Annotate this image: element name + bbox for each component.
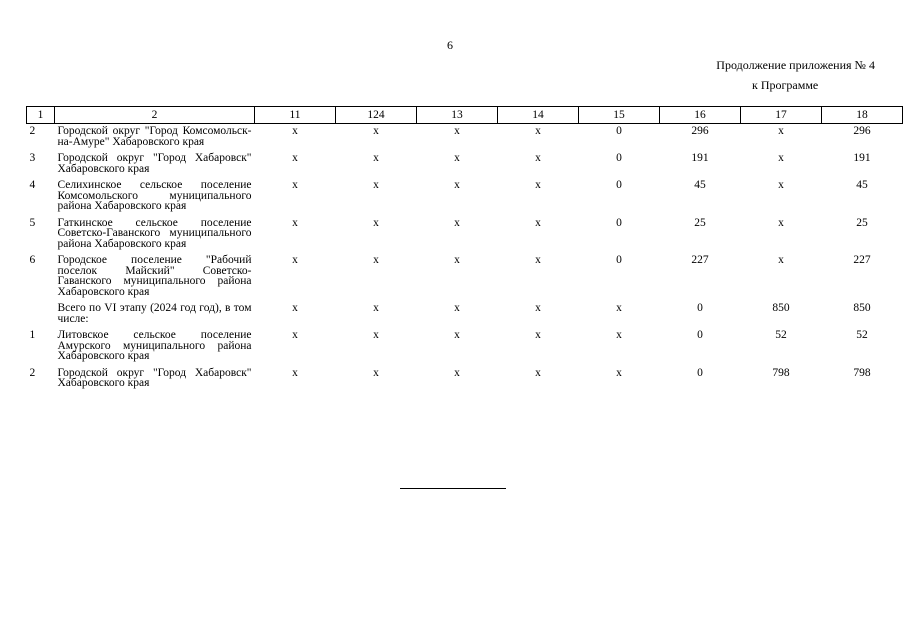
row-name: Всего по VI этапу (2024 год год), в том числе: xyxy=(57,302,252,325)
header-cell: 14 xyxy=(498,107,579,124)
row-value: x xyxy=(373,366,379,379)
header-cell: 11 xyxy=(255,107,336,124)
row-value: x xyxy=(373,216,379,229)
row-value: x xyxy=(778,179,784,191)
row-value: x xyxy=(535,254,541,266)
row-name: Городское поселение "Рабочий поселок Майский" Советско-Гаванского муниципального района Хабаровского края xyxy=(57,254,252,298)
row-value: x xyxy=(292,216,298,229)
table-row xyxy=(27,328,903,366)
row-value: x xyxy=(535,125,541,137)
header-cell: 124 xyxy=(336,107,417,124)
row-value: x xyxy=(292,366,298,379)
header-cell: 17 xyxy=(741,107,822,124)
page-number: 6 xyxy=(447,38,453,52)
row-value: x xyxy=(454,179,460,191)
row-value: x xyxy=(454,125,460,137)
row-value: 227 xyxy=(853,254,871,266)
row-number xyxy=(27,301,55,328)
table-row xyxy=(27,253,903,301)
row-number: 4 xyxy=(29,179,36,191)
row-value: x xyxy=(535,152,541,164)
header-cell: 1 xyxy=(27,107,55,124)
row-value: x xyxy=(778,254,784,266)
row-value: x xyxy=(454,329,460,341)
row-value: x xyxy=(535,179,541,191)
row-value: x xyxy=(292,152,298,164)
row-value: 0 xyxy=(616,179,622,191)
row-value: 25 xyxy=(856,216,868,229)
row-value: x xyxy=(373,125,379,137)
row-value: 0 xyxy=(616,216,622,229)
row-value: x xyxy=(778,125,784,137)
row-value: x xyxy=(292,254,298,266)
row-name: Гаткинское сельское поселение Советско-Гаванского муниципального района Хабаровского края xyxy=(57,216,252,250)
row-value: x xyxy=(373,329,379,341)
header-cell: 16 xyxy=(660,107,741,124)
row-value: x xyxy=(454,302,460,314)
row-value: 0 xyxy=(616,152,622,164)
row-value: x xyxy=(535,329,541,341)
row-value: x xyxy=(373,302,379,314)
row-number: 2 xyxy=(29,125,36,137)
table-row xyxy=(27,216,903,254)
row-value: 0 xyxy=(616,125,622,137)
row-value: 0 xyxy=(697,366,703,379)
row-number: 6 xyxy=(29,254,36,266)
row-value: x xyxy=(373,152,379,164)
row-value: x xyxy=(778,152,784,164)
table-row-total xyxy=(27,301,903,328)
row-value: 191 xyxy=(853,152,871,164)
row-value: 52 xyxy=(775,329,787,341)
row-value: 45 xyxy=(856,179,868,191)
row-number: 3 xyxy=(29,152,36,164)
row-value: x xyxy=(778,216,784,229)
row-value: x xyxy=(454,366,460,379)
table-row xyxy=(27,124,903,152)
header-cell: 13 xyxy=(417,107,498,124)
row-value: 850 xyxy=(853,302,871,314)
row-name: Городской округ "Город Комсомольск-на-Амуре" Хабаровского края xyxy=(57,125,252,148)
row-value: x xyxy=(535,366,541,379)
row-value: 296 xyxy=(853,125,871,137)
row-value: x xyxy=(292,179,298,191)
row-value: x xyxy=(454,152,460,164)
program-table xyxy=(26,106,903,393)
table-body xyxy=(27,124,903,393)
row-value: 191 xyxy=(691,152,709,164)
header-cell: 2 xyxy=(55,107,255,124)
row-value: x xyxy=(616,329,622,341)
footer-divider xyxy=(400,488,506,489)
row-number: 2 xyxy=(29,366,36,379)
row-value: x xyxy=(373,179,379,191)
row-value: 798 xyxy=(853,366,871,379)
row-value: 0 xyxy=(616,254,622,266)
row-value: 0 xyxy=(697,302,703,314)
row-value: x xyxy=(292,302,298,314)
row-value: 850 xyxy=(772,302,790,314)
appendix-subtitle: к Программе xyxy=(752,78,819,92)
row-value: x xyxy=(454,216,460,229)
row-value: 0 xyxy=(697,329,703,341)
row-value: x xyxy=(454,254,460,266)
row-number: 5 xyxy=(29,216,36,229)
header-cell: 18 xyxy=(822,107,903,124)
table-row xyxy=(27,178,903,216)
row-value: x xyxy=(616,366,622,379)
row-value: 25 xyxy=(694,216,706,229)
appendix-title: Продолжение приложения № 4 xyxy=(716,58,875,72)
row-name: Литовское сельское поселение Амурского муниципального района Хабаровского края xyxy=(57,329,252,362)
row-value: x xyxy=(292,329,298,341)
row-value: x xyxy=(616,302,622,314)
header-cell: 15 xyxy=(579,107,660,124)
row-name: Селихинское сельское поселение Комсомольского муниципального района Хабаровского края xyxy=(57,179,252,212)
row-name: Городской округ "Город Хабаровск" Хабаровского края xyxy=(57,152,252,175)
row-value: 798 xyxy=(772,366,790,379)
row-value: 296 xyxy=(691,125,709,137)
table-row xyxy=(27,366,903,393)
row-number: 1 xyxy=(29,329,36,341)
table-header xyxy=(27,107,903,124)
row-value: x xyxy=(292,125,298,137)
row-value: x xyxy=(373,254,379,266)
table-row xyxy=(27,151,903,178)
row-value: 52 xyxy=(856,329,868,341)
row-value: 45 xyxy=(694,179,706,191)
row-value: x xyxy=(535,216,541,229)
row-value: 227 xyxy=(691,254,709,266)
row-name: Городской округ "Город Хабаровск" Хабаровского края xyxy=(57,366,252,389)
row-value: x xyxy=(535,302,541,314)
